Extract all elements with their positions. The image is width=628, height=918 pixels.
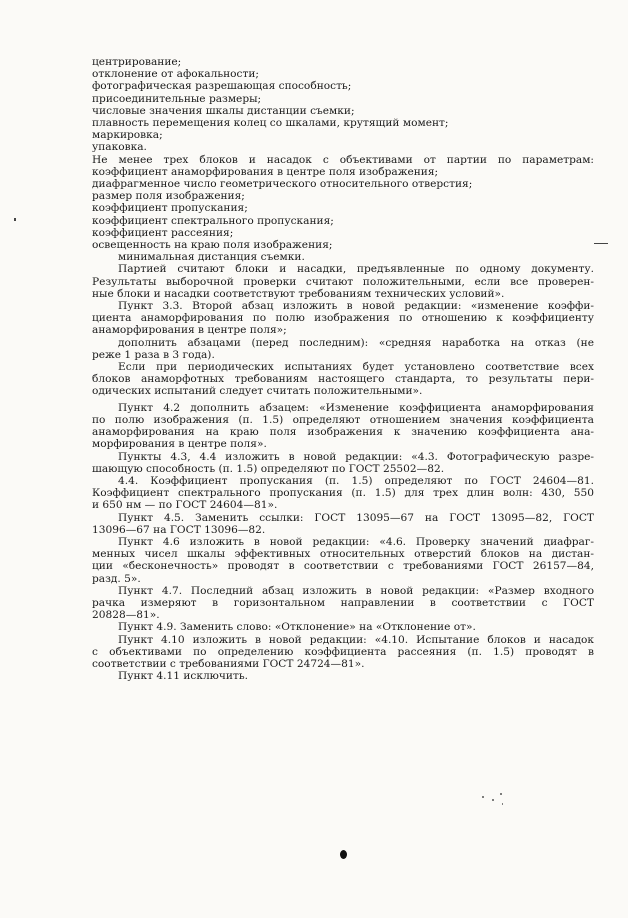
text-line: коэффициент анаморфирования в центре поля изображения; [92,165,439,178]
text-line: ции «бесконечность» проводят в соответствии с требованиями ГОСТ 26157—84, [92,560,594,573]
text-line: блоков анаморфотных требованиям настоящего стандарта, то результаты пери- [92,373,594,386]
text-line: Партией считают блоки и насадки, предъявленные по одному документу. [118,263,594,276]
text-line: Результаты выборочной проверки считают положительными, если все проверен- [92,275,594,288]
text-line: ные блоки и насадки соответствуют требованиям технических условий». [92,287,505,300]
text-line: разд. 5». [92,572,141,585]
text-line: Если при периодических испытаниях будет установлено соответствие всех [118,361,594,374]
text-line: Пункт 4.2 дополнить абзацем: «Изменение коэффициента анаморфирования [118,401,594,414]
text-line: по полю изображения (п. 1.5) определяют отношением значения коэффициента [92,413,594,426]
text-line: Не менее трех блоков и насадок с объективами от партии по параметрам: [92,153,594,166]
text-line: рачка измеряют в горизонтальном направлении в соответствии с ГОСТ [92,596,594,609]
ink-blot [340,850,347,859]
text-line: присоединительные размеры; [92,92,262,105]
text-line: и 650 нм — по ГОСТ 24604—81». [92,499,278,512]
text-line: Пункт 4.11 исключить. [118,670,248,683]
text-line: 20828—81». [92,609,160,622]
text-line: одических испытаний следует считать положительными». [92,385,423,398]
speck [482,796,484,798]
text-line: маркировка; [92,129,163,142]
text-line: отклонение от афокальности; [92,68,259,81]
speck [502,803,503,805]
text-line: Пункты 4.3, 4.4 изложить в новой редакции: «4.3. Фотографическую разре- [118,450,594,463]
margin-dash [594,243,608,244]
text-line: Пункт 3.3. Второй абзац изложить в новой редакции: «изменение коэффи- [118,300,594,313]
text-line: коэффициент рассеяния; [92,226,234,239]
text-line: Коэффициент спектрального пропускания (п. 1.5) для трех длин волн: 430, 550 [92,487,594,500]
text-line: минимальная дистанция съемки. [118,251,305,264]
text-line: анаморфирования на краю поля изображения к значению коэффициента ана- [92,426,594,439]
text-line: 13096—67 на ГОСТ 13096—82. [92,523,266,536]
text-line: Пункт 4.6 изложить в новой редакции: «4.6. Проверку значений диафраг- [118,535,594,548]
text-line: соответствии с требованиями ГОСТ 24724—81». [92,657,365,670]
text-line: циента анаморфирования по полю изображения по отношению к коэффициенту [92,312,594,325]
text-line: морфирования в центре поля». [92,438,267,451]
text-line: Пункт 4.10 изложить в новой редакции: «4.10. Испытание блоков и насадок [118,633,594,646]
text-line: дополнить абзацами (перед последним): «средняя наработка на отказ (не [118,336,594,349]
text-line: упаковка. [92,141,147,154]
text-line: менных чисел шкалы эффективных относительных отверстий блоков на дистан- [92,548,594,561]
text-line: Пункт 4.7. Последний абзац изложить в новой редакции: «Размер входного [118,584,594,597]
text-line: размер поля изображения; [92,190,245,203]
text-line: с объективами по определению коэффициента рассеяния (п. 1.5) проводят в [92,645,594,658]
text-line: реже 1 раза в 3 года). [92,348,215,361]
text-line: Пункт 4.9. Заменить слово: «Отклонение» на «Отклонение от». [118,621,476,634]
speck [492,799,494,801]
text-line: коэффициент пропускания; [92,202,248,215]
text-line: центрирование; [92,56,182,68]
text-line: 4.4. Коэффициент пропускания (п. 1.5) определяют по ГОСТ 24604—81. [118,474,594,487]
margin-dot-left [14,218,16,221]
text-line: числовые значения шкалы дистанции съемки; [92,104,355,117]
speck [500,793,502,795]
document-body [92,56,594,682]
text-line: шающую способность (п. 1.5) определяют по ГОСТ 25502—82. [92,462,445,475]
text-line: диафрагменное число геометрического относительного отверстия; [92,178,473,191]
text-line: фотографическая разрешающая способность; [92,80,352,93]
text-line: анаморфирования в центре поля»; [92,324,287,337]
text-line: плавность перемещения колец со шкалами, крутящий момент; [92,117,449,130]
text-line: коэффициент спектрального пропускания; [92,214,334,227]
text-line: Пункт 4.5. Заменить ссылки: ГОСТ 13095—67 на ГОСТ 13095—82, ГОСТ [118,511,594,524]
text-line: освещенность на краю поля изображения; [92,239,333,252]
